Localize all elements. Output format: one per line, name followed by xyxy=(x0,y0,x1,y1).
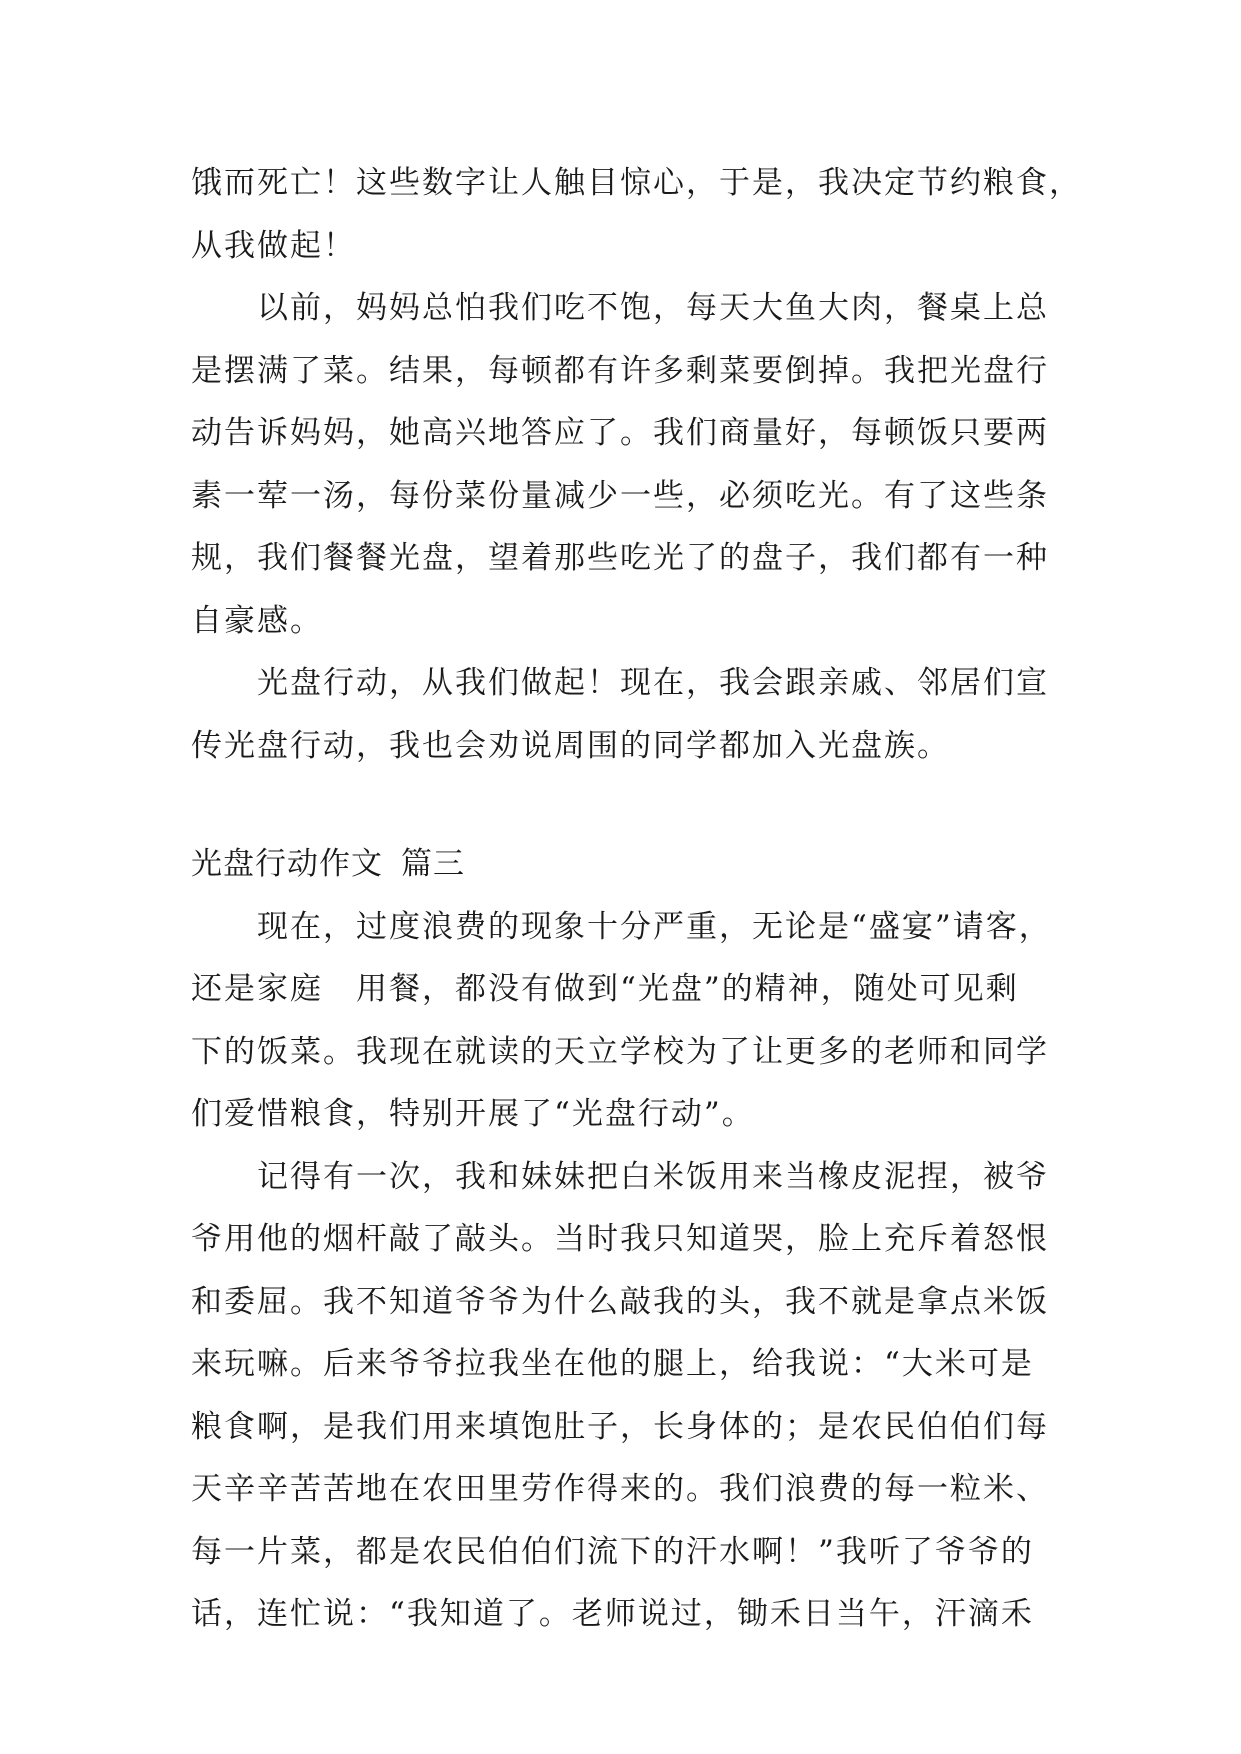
continued-paragraph xyxy=(191,152,1082,277)
text-line: 和委屈。我不知道爷爷为什么敲我的头，我不就是拿点米饭 xyxy=(191,1283,1049,1320)
text-line: 传光盘行动，我也会劝说周围的同学都加入光盘族。 xyxy=(191,727,950,764)
paragraph xyxy=(191,1146,1051,1646)
text-line: 每一片菜，都是农民伯伯们流下的汗水啊！”我听了爷爷的 xyxy=(191,1533,1034,1570)
section-gap xyxy=(191,777,1051,833)
text-line: 从我做起！ xyxy=(191,227,356,264)
text-line: 爷用他的烟杆敲了敲头。当时我只知道哭，脸上充斥着怒恨 xyxy=(191,1221,1049,1257)
document-page xyxy=(191,152,1082,1646)
text-line: 来玩嘛。后来爷爷拉我坐在他的腿上，给我说：“大米可是 xyxy=(191,1346,1034,1382)
text-line: 素一荤一汤，每份菜份量减少一些，必须吃光。有了这些条 xyxy=(191,477,1049,514)
text-line: 还是家庭 用餐，都没有做到“光盘”的精神，随处可见剩 xyxy=(191,971,1019,1007)
text-line: 是摆满了菜。结果，每顿都有许多剩菜要倒掉。我把光盘行 xyxy=(191,352,1049,389)
text-line: 规，我们餐餐光盘，望着那些吃光了的盘子，我们都有一种 xyxy=(191,540,1049,576)
text-line: 下的饭菜。我现在就读的天立学校为了让更多的老师和同学 xyxy=(191,1033,1049,1070)
paragraph xyxy=(191,652,1051,777)
paragraph xyxy=(191,896,1051,1146)
paragraph xyxy=(191,277,1051,652)
text-line: 饿而死亡！这些数字让人触目惊心，于是，我决定节约粮食， xyxy=(191,165,1082,201)
text-line: 自豪感。 xyxy=(191,602,323,639)
text-line: 天辛辛苦苦地在农田里劳作得来的。我们浪费的每一粒米、 xyxy=(191,1471,1049,1507)
text-line: 现在，过度浪费的现象十分严重，无论是“盛宴”请客， xyxy=(257,908,1052,945)
text-line: 光盘行动，从我们做起！现在，我会跟亲戚、邻居们宣 xyxy=(257,665,1049,701)
text-line: 记得有一次，我和妹妹把白米饭用来当橡皮泥捏，被爷 xyxy=(257,1158,1049,1195)
text-line: 粮食啊，是我们用来填饱肚子，长身体的；是农民伯伯们每 xyxy=(191,1408,1049,1445)
text-line: 以前，妈妈总怕我们吃不饱，每天大鱼大肉，餐桌上总 xyxy=(257,290,1049,326)
section-title: 光盘行动作文 xyxy=(191,846,383,882)
text-line: 话，连忙说：“我知道了。老师说过，锄禾日当午，汗滴禾 xyxy=(191,1596,1034,1632)
text-line: 动告诉妈妈，她高兴地答应了。我们商量好，每顿饭只要两 xyxy=(191,415,1049,451)
section-heading xyxy=(191,833,1051,896)
section-part-label: 篇三 xyxy=(401,846,465,882)
text-line: 们爱惜粮食，特别开展了“光盘行动”。 xyxy=(191,1096,755,1132)
